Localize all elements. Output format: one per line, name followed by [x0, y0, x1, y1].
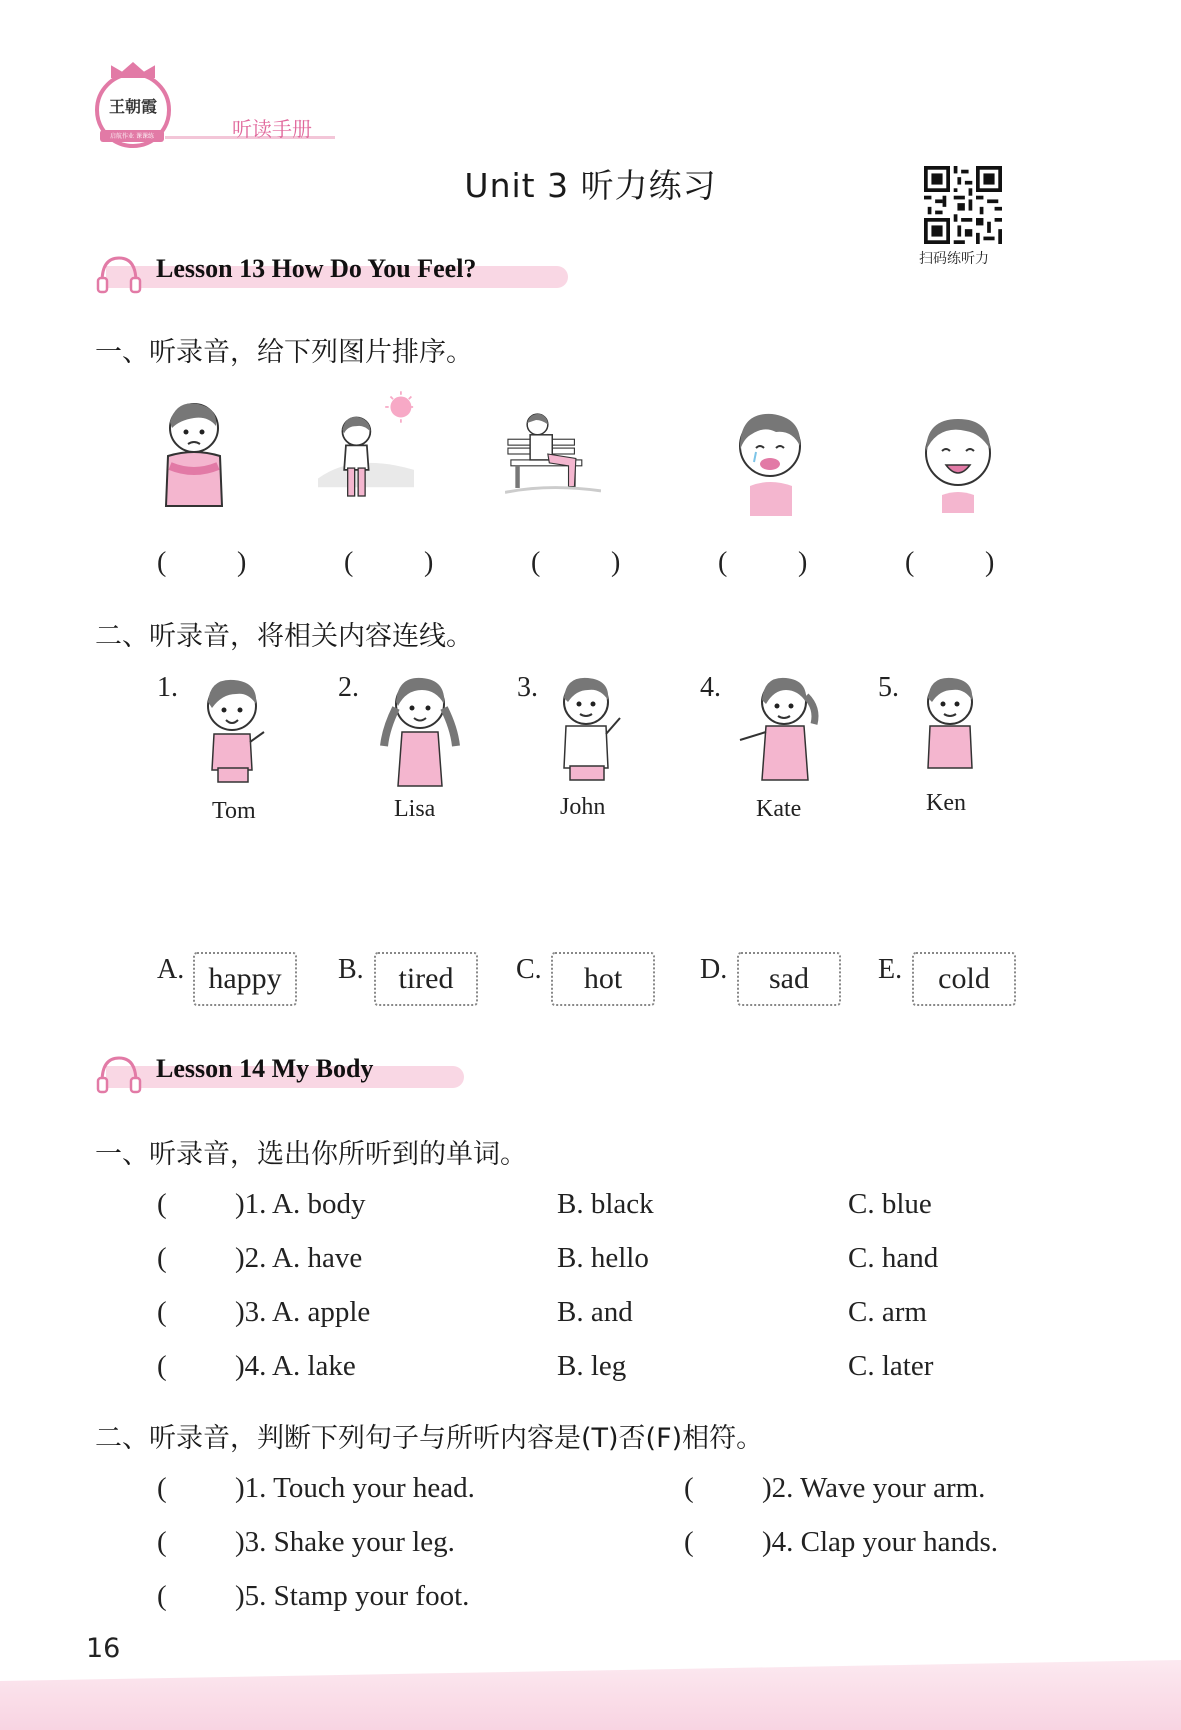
cold-boy-icon — [146, 396, 242, 516]
choice-answer-blank-4[interactable] — [172, 1352, 232, 1386]
qr-code-icon[interactable] — [923, 166, 1003, 244]
tf-sentence-5: )5. Stamp your foot. — [235, 1580, 470, 1612]
order-paren-open-3: ( — [531, 547, 541, 578]
qr-caption: 扫码练听力 — [919, 251, 989, 267]
lesson-14-banner — [96, 1052, 468, 1092]
tf-answer-blank-4[interactable] — [699, 1528, 759, 1562]
tf-paren-3: ( — [157, 1526, 167, 1558]
person-name-2: Lisa — [394, 796, 436, 822]
option-letter-a: A. — [157, 954, 185, 985]
person-name-3: John — [560, 794, 606, 820]
option-letter-e: E. — [878, 954, 903, 985]
choice-option-b-2: B. hello — [557, 1242, 649, 1274]
person-name-5: Ken — [926, 790, 966, 816]
option-letter-b: B. — [338, 954, 364, 985]
page-number: 16 — [86, 1633, 121, 1664]
boy-ken-icon — [910, 668, 990, 788]
tf-sentence-2: )2. Wave your arm. — [762, 1472, 986, 1504]
person-number-3: 3. — [517, 672, 538, 703]
tf-answer-blank-1[interactable] — [172, 1474, 232, 1508]
choice-answer-blank-1[interactable] — [172, 1190, 232, 1224]
choice-option-b-1: B. black — [557, 1188, 654, 1220]
order-paren-open-4: ( — [718, 547, 728, 578]
logo-ribbon-text: 启航作业 课课练 — [110, 133, 154, 140]
option-box-happy[interactable]: happy — [193, 952, 297, 1006]
choice-answer-blank-2[interactable] — [172, 1244, 232, 1278]
l13-section1-title: 一、听录音，给下列图片排序。 — [95, 337, 473, 368]
lesson-13-banner — [96, 252, 572, 292]
footer-band — [0, 1660, 1181, 1730]
person-name-4: Kate — [756, 796, 802, 822]
person-number-4: 4. — [700, 672, 721, 703]
sad-girl-crying-icon — [722, 400, 818, 520]
l13-section2-title: 二、听录音，将相关内容连线。 — [95, 621, 473, 652]
choice-paren-2: ( — [157, 1242, 167, 1274]
order-paren-close-4: ) — [798, 547, 808, 578]
choice-option-c-2: C. hand — [848, 1242, 939, 1274]
option-box-cold[interactable]: cold — [912, 952, 1016, 1006]
order-answer-blank-5[interactable] — [918, 548, 980, 582]
option-box-tired[interactable]: tired — [374, 952, 478, 1006]
order-answer-blank-1[interactable] — [170, 548, 232, 582]
handbook-label: 听读手册 — [232, 117, 312, 141]
person-number-2: 2. — [338, 672, 359, 703]
boy-john-icon — [548, 668, 628, 790]
tf-sentence-4: )4. Clap your hands. — [762, 1526, 998, 1558]
hot-girl-sun-icon — [318, 388, 414, 508]
person-name-1: Tom — [212, 798, 256, 824]
choice-option-c-4: C. later — [848, 1350, 934, 1382]
tf-paren-5: ( — [157, 1580, 167, 1612]
girl-lisa-icon — [370, 668, 470, 794]
order-answer-blank-2[interactable] — [357, 548, 419, 582]
order-paren-close-5: ) — [985, 547, 995, 578]
girl-kate-icon — [730, 668, 830, 790]
order-answer-blank-3[interactable] — [544, 548, 606, 582]
choice-option-a-4: )4. A. lake — [235, 1350, 356, 1382]
tired-boy-bench-icon — [505, 394, 601, 514]
lesson-13-title: Lesson 13 How Do You Feel? — [156, 254, 477, 283]
order-paren-open-1: ( — [157, 547, 167, 578]
option-letter-d: D. — [700, 954, 728, 985]
crown-icon — [111, 62, 155, 78]
headphones-icon — [96, 252, 142, 294]
option-letter-c: C. — [516, 954, 542, 985]
choice-option-c-3: C. arm — [848, 1296, 927, 1328]
person-number-1: 1. — [157, 672, 178, 703]
order-paren-close-1: ) — [237, 547, 247, 578]
order-paren-close-2: ) — [424, 547, 434, 578]
choice-option-b-4: B. leg — [557, 1350, 627, 1382]
lesson-14-title: Lesson 14 My Body — [156, 1054, 374, 1083]
tf-answer-blank-2[interactable] — [699, 1474, 759, 1508]
option-box-sad[interactable]: sad — [737, 952, 841, 1006]
choice-paren-4: ( — [157, 1350, 167, 1382]
person-number-5: 5. — [878, 672, 899, 703]
choice-option-a-3: )3. A. apple — [235, 1296, 371, 1328]
option-box-hot[interactable]: hot — [551, 952, 655, 1006]
order-paren-open-5: ( — [905, 547, 915, 578]
order-paren-open-2: ( — [344, 547, 354, 578]
l14-section1-title: 一、听录音，选出你所听到的单词。 — [95, 1139, 527, 1170]
tf-answer-blank-3[interactable] — [172, 1528, 232, 1562]
choice-option-a-2: )2. A. have — [235, 1242, 363, 1274]
logo-text: 王朝霞 — [108, 97, 157, 116]
boy-tom-icon — [190, 672, 280, 794]
choice-paren-1: ( — [157, 1188, 167, 1220]
tf-paren-4: ( — [684, 1526, 694, 1558]
choice-option-b-3: B. and — [557, 1296, 633, 1328]
tf-sentence-1: )1. Touch your head. — [235, 1472, 475, 1504]
order-answer-blank-4[interactable] — [731, 548, 793, 582]
headphones-icon — [96, 1052, 142, 1094]
choice-option-a-1: )1. A. body — [235, 1188, 366, 1220]
choice-answer-blank-3[interactable] — [172, 1298, 232, 1332]
choice-option-c-1: C. blue — [848, 1188, 932, 1220]
tf-sentence-3: )3. Shake your leg. — [235, 1526, 455, 1558]
tf-paren-1: ( — [157, 1472, 167, 1504]
tf-answer-blank-5[interactable] — [172, 1582, 232, 1616]
l14-section2-title: 二、听录音，判断下列句子与所听内容是(T)否(F)相符。 — [95, 1423, 764, 1454]
choice-paren-3: ( — [157, 1296, 167, 1328]
happy-boy-laughing-icon — [910, 404, 1006, 524]
order-paren-close-3: ) — [611, 547, 621, 578]
tf-paren-2: ( — [684, 1472, 694, 1504]
unit-title: Unit 3 听力练习 — [464, 166, 717, 205]
